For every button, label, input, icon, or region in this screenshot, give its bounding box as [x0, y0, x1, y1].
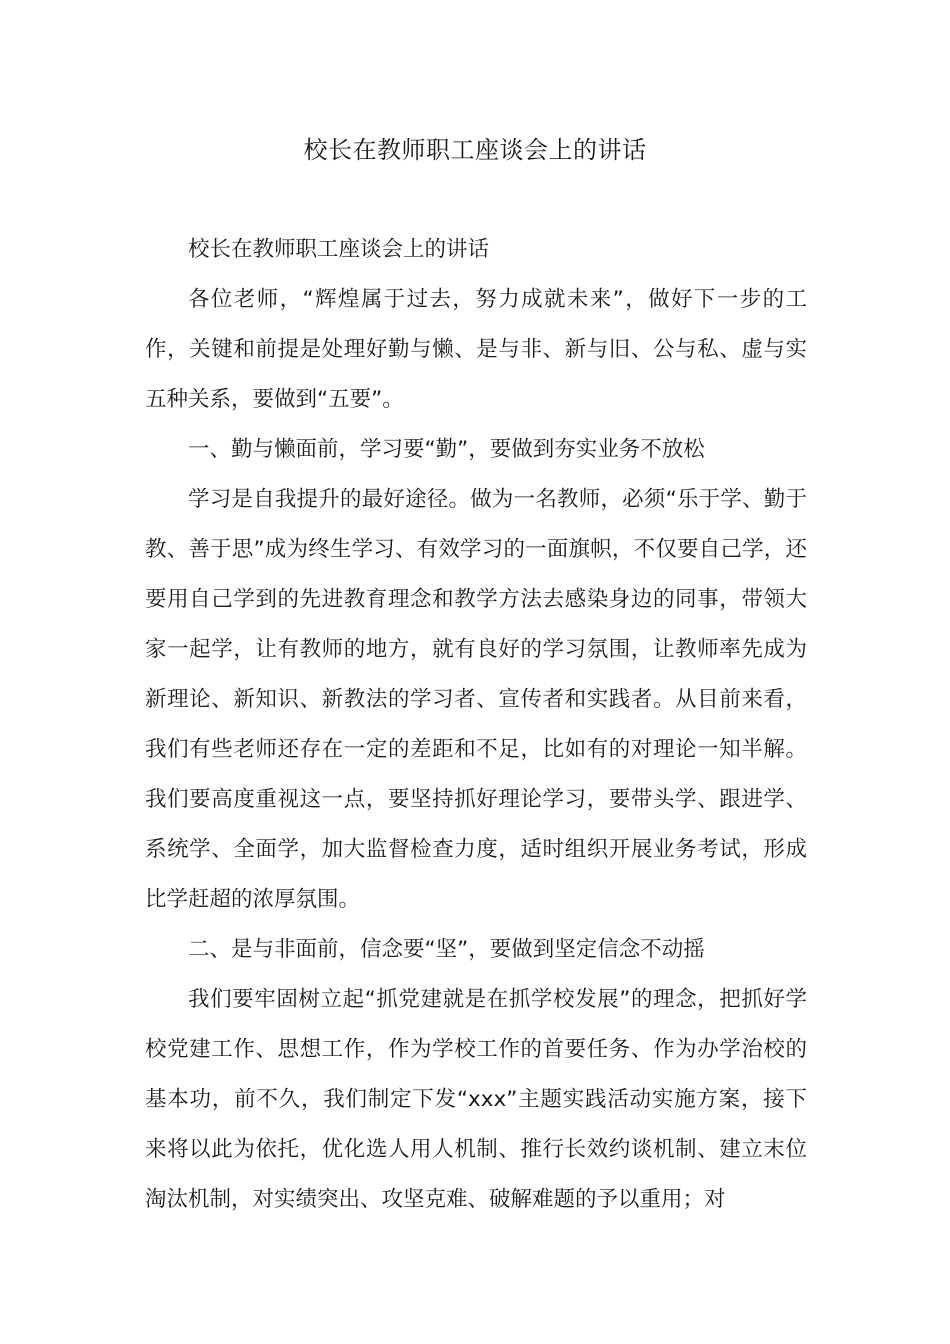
paragraph-party-building: 我们要牢固树立起“抓党建就是在抓学校发展”的理念，把抓好学校党建工作、思想工作，作为学校工作的首要任务、作为办学治校的基本功，前不久，我们制定下发“xxx”主题实践活动实施方案，接下来将以此为依托，优化选人用人机制、推行长效约谈机制、建立末位淘汰机制，对实绩突出、攻坚克难、破解难题的予以重用；对: [145, 987, 807, 1212]
section-heading-2: 二、是与非面前，信念要“坚”，要做到坚定信念不动摇: [188, 937, 705, 962]
section-heading-1: 一、勤与懒面前，学习要“勤”，要做到夯实业务不放松: [188, 437, 705, 462]
paragraph-study: 学习是自我提升的最好途径。做为一名教师，必须“乐于学、勤于教、善于思”成为终生学习、有效学习的一面旗帜，不仅要自己学，还要用自己学到的先进教育理念和教学方法去感染身边的同事，带领大家一起学，让有教师的地方，就有良好的学习氛围，让教师率先成为新理论、新知识、新教法的学习者、宣传者和实践者。从目前来看，我们有些老师还存在一定的差距和不足，比如有的对理论一知半解。我们要高度重视这一点，要坚持抓好理论学习，要带头学、跟进学、系统学、全面学，加大监督检查力度，适时组织开展业务考试，形成比学赶超的浓厚氛围。: [145, 487, 807, 912]
paragraph-heading: 校长在教师职工座谈会上的讲话: [188, 237, 490, 262]
paragraph-intro: 各位老师，“辉煌属于过去，努力成就未来”，做好下一步的工作，关键和前提是处理好勤与懒、是与非、新与旧、公与私、虚与实五种关系，要做到“五要”。: [145, 287, 807, 412]
document-body: [145, 225, 807, 1225]
document-title: 校长在教师职工座谈会上的讲话: [303, 136, 647, 164]
